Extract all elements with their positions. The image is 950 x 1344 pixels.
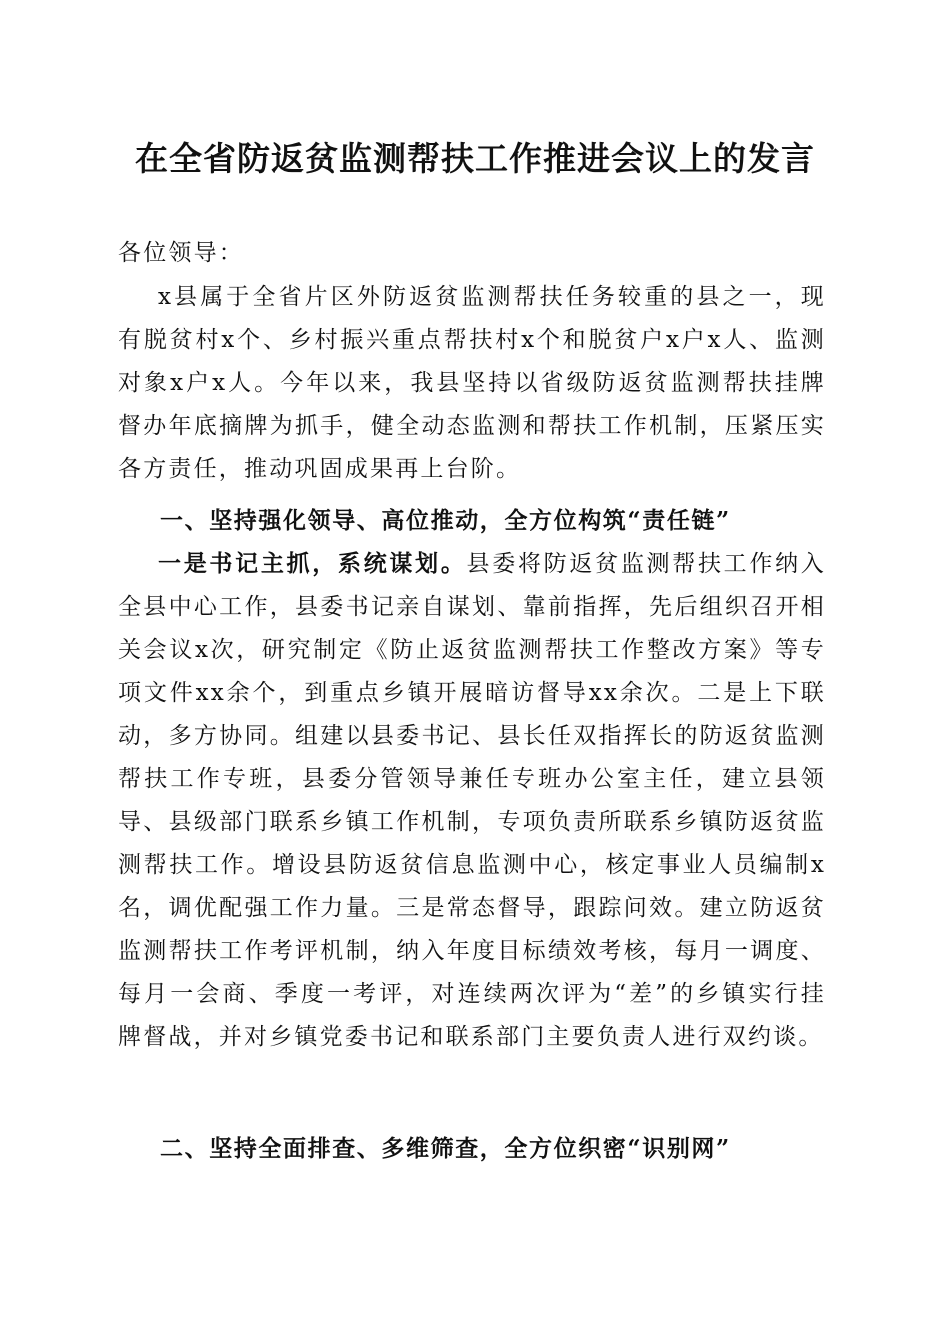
section-2-heading: 二、坚持全面排查、多维筛查，全方位织密“识别网” [160,1135,731,1162]
salutation: 各位领导： [118,240,244,266]
intro-paragraph: x县属于全省片区外防返贫监测帮扶任务较重的县之一，现有脱贫村x个、乡村振兴重点帮扶村x个和脱贫户x户x人、监测对象x户x人。今年以来，我县坚持以省级防返贫监测帮扶挂牌督办年底摘牌为抓手，健全动态监测和帮扶工作机制，压紧压实各方责任，推动巩固成果再上台阶。 [118,284,826,482]
document-title: 在全省防返贫监测帮扶工作推进会议上的发言 [135,139,815,178]
section-1-body: 县委将防返贫监测帮扶工作纳入全县中心工作，县委书记亲自谋划、靠前指挥，先后组织召开相关会议x次，研究制定《防止返贫监测帮扶工作整改方案》等专项文件xx余个，到重点乡镇开展暗访督导xx余次。二是上下联动，多方协同。组建以县委书记、县长任双指挥长的防返贫监测帮扶工作专班，县委分管领导兼任专班办公室主任，建立县领导、县级部门联系乡镇工作机制，专项负责所联系乡镇防返贫监测帮扶工作。增设县防返贫信息监测中心，核定事业人员编制x名，调优配强工作力量。三是常态督导，跟踪问效。建立防返贫监测帮扶工作考评机制，纳入年度目标绩效考核，每月一调度、每月一会商、季度一考评，对连续两次评为“差”的乡镇实行挂牌督战，并对乡镇党委书记和联系部门主要负责人进行双约谈。 [118,551,826,1050]
section-1-heading: 一、坚持强化领导、高位推动，全方位构筑“责任链” [160,507,731,534]
section-1-lead: 一是书记主抓，系统谋划。 [158,550,467,577]
section-1-paragraph [118,542,826,1059]
